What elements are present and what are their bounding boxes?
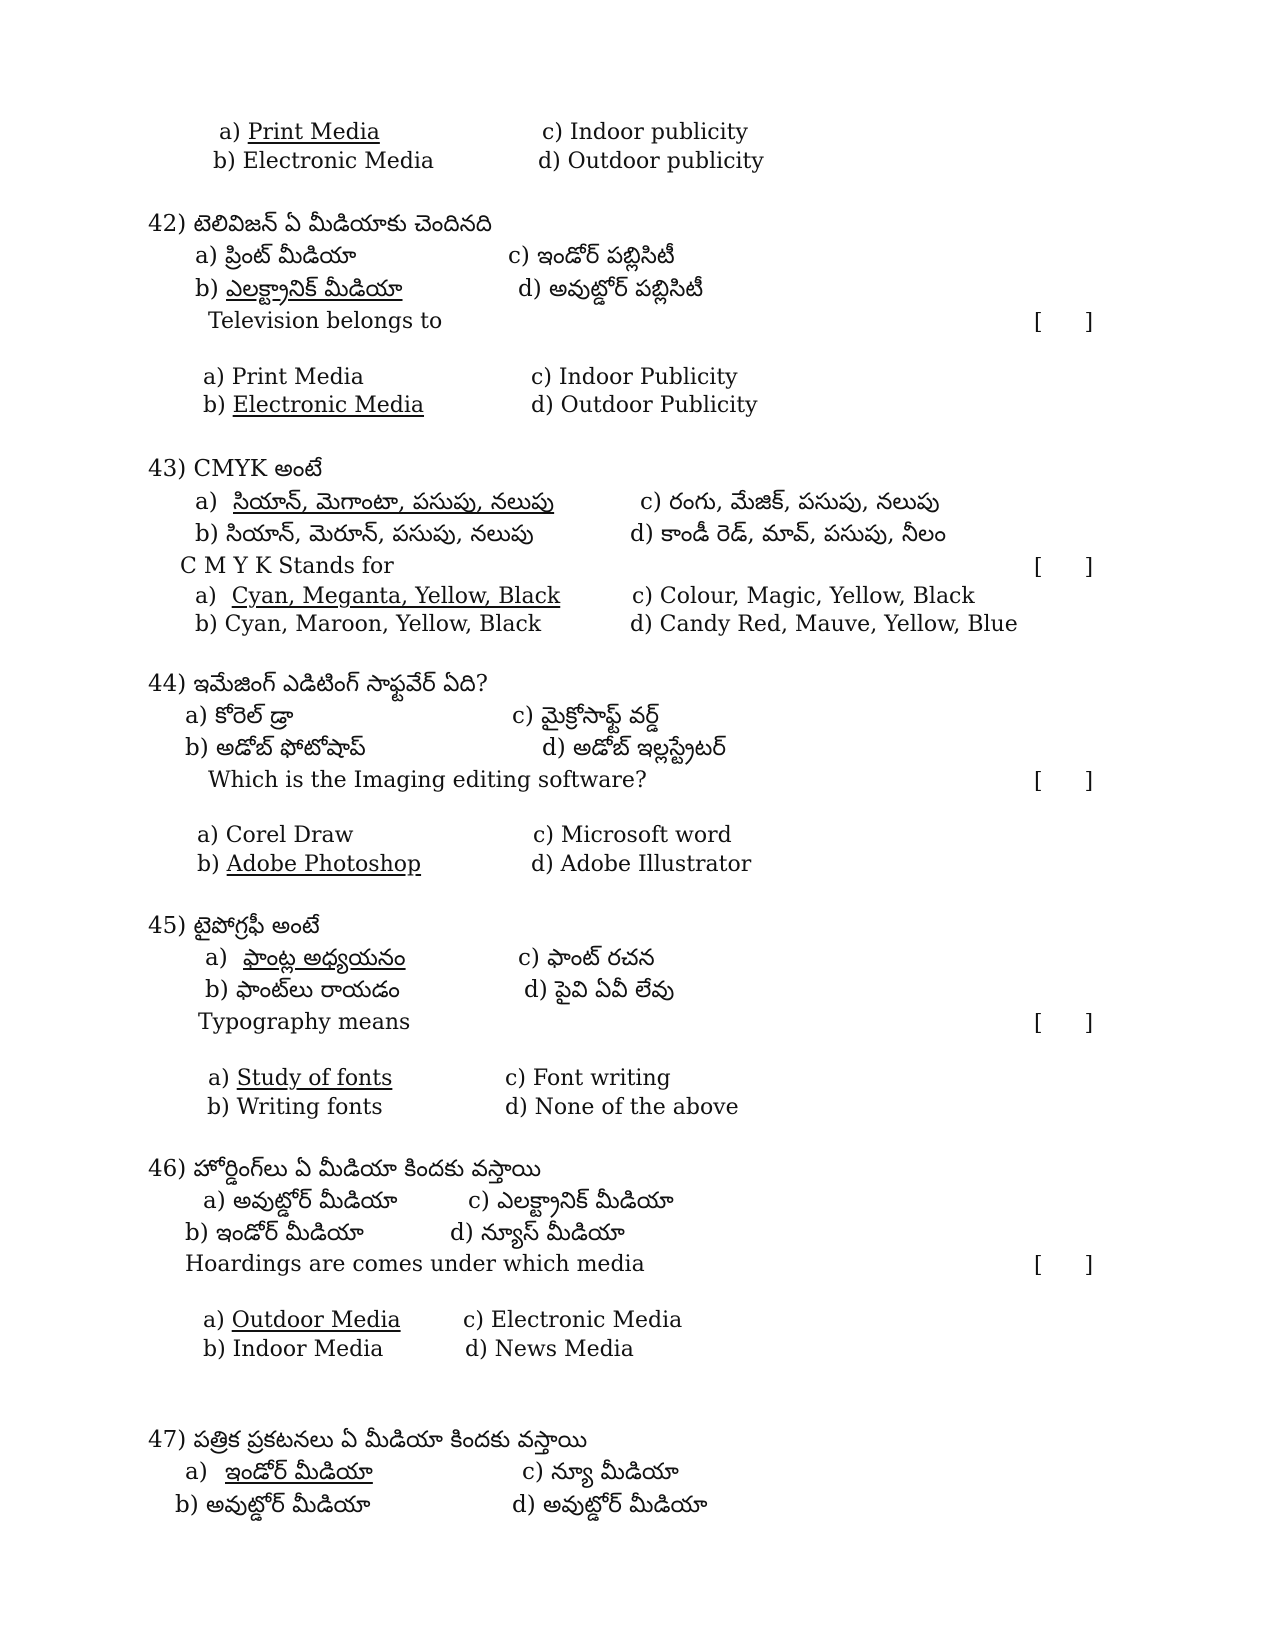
q44-english-question: Which is the Imaging editing software? — [208, 768, 647, 793]
q45-en-option-b: b) Writing fonts — [207, 1095, 383, 1120]
option-label: b) — [197, 852, 220, 877]
q45-te-option-c: c) ఫాంట్ రచన — [518, 945, 655, 971]
q45-te-option-b: b) ఫాంట్‌లు రాయడం — [205, 977, 400, 1003]
q42-te-option-c: c) ఇండోర్ పబ్లిసిటీ — [508, 243, 675, 269]
q44-en-option-c: c) Microsoft word — [533, 823, 732, 848]
option-a — [219, 120, 380, 146]
q44-te-option-b: b) అడోబ్ ఫోటోషాప్ — [185, 735, 366, 761]
answer-text: ఎలక్ట్రానిక్ మీడియా — [226, 276, 403, 302]
q42-te-option-b — [195, 276, 403, 302]
q43-te-option-a — [195, 489, 554, 515]
q46-te-option-a: a) అవుట్డోర్ మీడియా — [203, 1188, 398, 1214]
q46-en-option-c: c) Electronic Media — [463, 1308, 683, 1333]
q45-te-option-d: d) పైవి ఏవీ లేవు — [524, 977, 675, 1003]
q47-te-option-b: b) అవుట్డోర్ మీడియా — [175, 1492, 371, 1518]
option-label: a) — [205, 945, 228, 971]
q43-telugu-question: 43) CMYK అంటే — [148, 456, 323, 482]
option-label: a) — [219, 120, 241, 145]
q45-english-question: Typography means — [198, 1010, 411, 1035]
q43-en-option-b: b) Cyan, Maroon, Yellow, Black — [195, 612, 542, 637]
option-label: a) — [195, 489, 218, 515]
q44-answer-bracket: [ ] — [1034, 769, 1094, 794]
q45-telugu-question: 45) టైపోగ్రఫీ అంటే — [148, 913, 320, 939]
answer-text: ఇండోర్ మీడియా — [225, 1459, 373, 1485]
q45-answer-bracket: [ ] — [1034, 1011, 1094, 1036]
q42-en-option-a: a) Print Media — [203, 365, 364, 390]
q44-te-option-a: a) కోరెల్ డ్రా — [185, 703, 294, 729]
answer-text: Cyan, Meganta, Yellow, Black — [231, 584, 561, 609]
q45-en-option-a — [208, 1066, 392, 1092]
option-label: a) — [195, 584, 217, 609]
q42-te-option-a: a) ప్రింట్ మీడియా — [195, 243, 357, 269]
option-label: a) — [185, 1459, 208, 1485]
q44-en-option-a: a) Corel Draw — [197, 823, 354, 848]
q46-telugu-question: 46) హోర్డింగ్‌లు ఏ మీడియా కిందకు వస్తాయి — [148, 1156, 542, 1182]
answer-text: ఫాంట్ల అధ్యయనం — [243, 945, 406, 971]
q42-en-option-c: c) Indoor Publicity — [531, 365, 738, 390]
option-label: a) — [208, 1066, 230, 1091]
q46-te-option-b: b) ఇండోర్ మీడియా — [185, 1220, 364, 1246]
option-label: b) — [195, 276, 219, 302]
q44-telugu-question: 44) ఇమేజింగ్ ఎడిటింగ్ సాఫ్టవేర్ ఏది? — [148, 671, 489, 697]
q43-en-option-a — [195, 584, 560, 610]
q45-en-option-d: d) None of the above — [505, 1095, 739, 1120]
q42-english-question: Television belongs to — [208, 309, 443, 334]
q44-te-option-c: c) మైక్రోసాఫ్ట్ వర్డ్ — [512, 703, 660, 729]
q42-en-option-b — [203, 393, 424, 419]
q43-te-option-b: b) సియాన్, మెరూన్, పసుపు, నలుపు — [195, 521, 534, 547]
answer-text: Study of fonts — [236, 1066, 393, 1091]
q43-te-option-c: c) రంగు, మేజిక్, పసుపు, నలుపు — [640, 489, 940, 515]
q42-telugu-question: 42) టెలివిజన్ ఏ మీడియాకు చెందినది — [148, 211, 492, 237]
q43-en-option-d: d) Candy Red, Mauve, Yellow, Blue — [630, 612, 1018, 637]
q46-english-question: Hoardings are comes under which media — [185, 1252, 645, 1277]
q44-en-option-d: d) Adobe Illustrator — [531, 852, 752, 877]
answer-text: Adobe Photoshop — [226, 852, 422, 877]
q43-te-option-d: d) కాండీ రెడ్, మావ్, పసుపు, నీలం — [630, 521, 946, 547]
q43-en-option-c: c) Colour, Magic, Yellow, Black — [632, 584, 975, 609]
q46-en-option-a — [203, 1308, 401, 1334]
q47-te-option-d: d) అవుట్డోర్ మీడియా — [512, 1492, 708, 1518]
q47-te-option-a — [185, 1459, 373, 1485]
option-label: b) — [203, 393, 226, 418]
answer-text: సియాన్, మెగాంటా, పసుపు, నలుపు — [233, 489, 555, 515]
q46-en-option-d: d) News Media — [465, 1337, 634, 1362]
option-b: b) Electronic Media — [213, 149, 434, 174]
q46-answer-bracket: [ ] — [1034, 1253, 1094, 1278]
q42-te-option-d: d) అవుట్డోర్ పబ్లిసిటీ — [518, 276, 704, 302]
q47-te-option-c: c) న్యూ మీడియా — [522, 1459, 679, 1485]
q46-te-option-c: c) ఎలక్ట్రానిక్ మీడియా — [468, 1188, 674, 1214]
q44-en-option-b — [197, 852, 421, 878]
q45-te-option-a — [205, 945, 406, 971]
answer-text: Electronic Media — [232, 393, 425, 418]
q47-telugu-question: 47) పత్రిక ప్రకటనలు ఏ మీడియా కిందకు వస్తాయి — [148, 1427, 588, 1453]
q45-en-option-c: c) Font writing — [505, 1066, 671, 1091]
q42-en-option-d: d) Outdoor Publicity — [531, 393, 758, 418]
answer-text: Print Media — [247, 120, 380, 145]
q46-te-option-d: d) న్యూస్ మీడియా — [450, 1220, 625, 1246]
q44-te-option-d: d) అడోబ్ ఇల్లస్ట్రేటర్ — [542, 735, 727, 761]
q43-answer-bracket: [ ] — [1034, 555, 1094, 580]
q46-en-option-b: b) Indoor Media — [203, 1337, 384, 1362]
q43-english-question: C M Y K Stands for — [180, 554, 394, 579]
option-c: c) Indoor publicity — [542, 120, 748, 145]
q42-answer-bracket: [ ] — [1034, 310, 1094, 335]
option-d: d) Outdoor publicity — [538, 149, 764, 174]
option-label: a) — [203, 1308, 225, 1333]
answer-text: Outdoor Media — [231, 1308, 401, 1333]
